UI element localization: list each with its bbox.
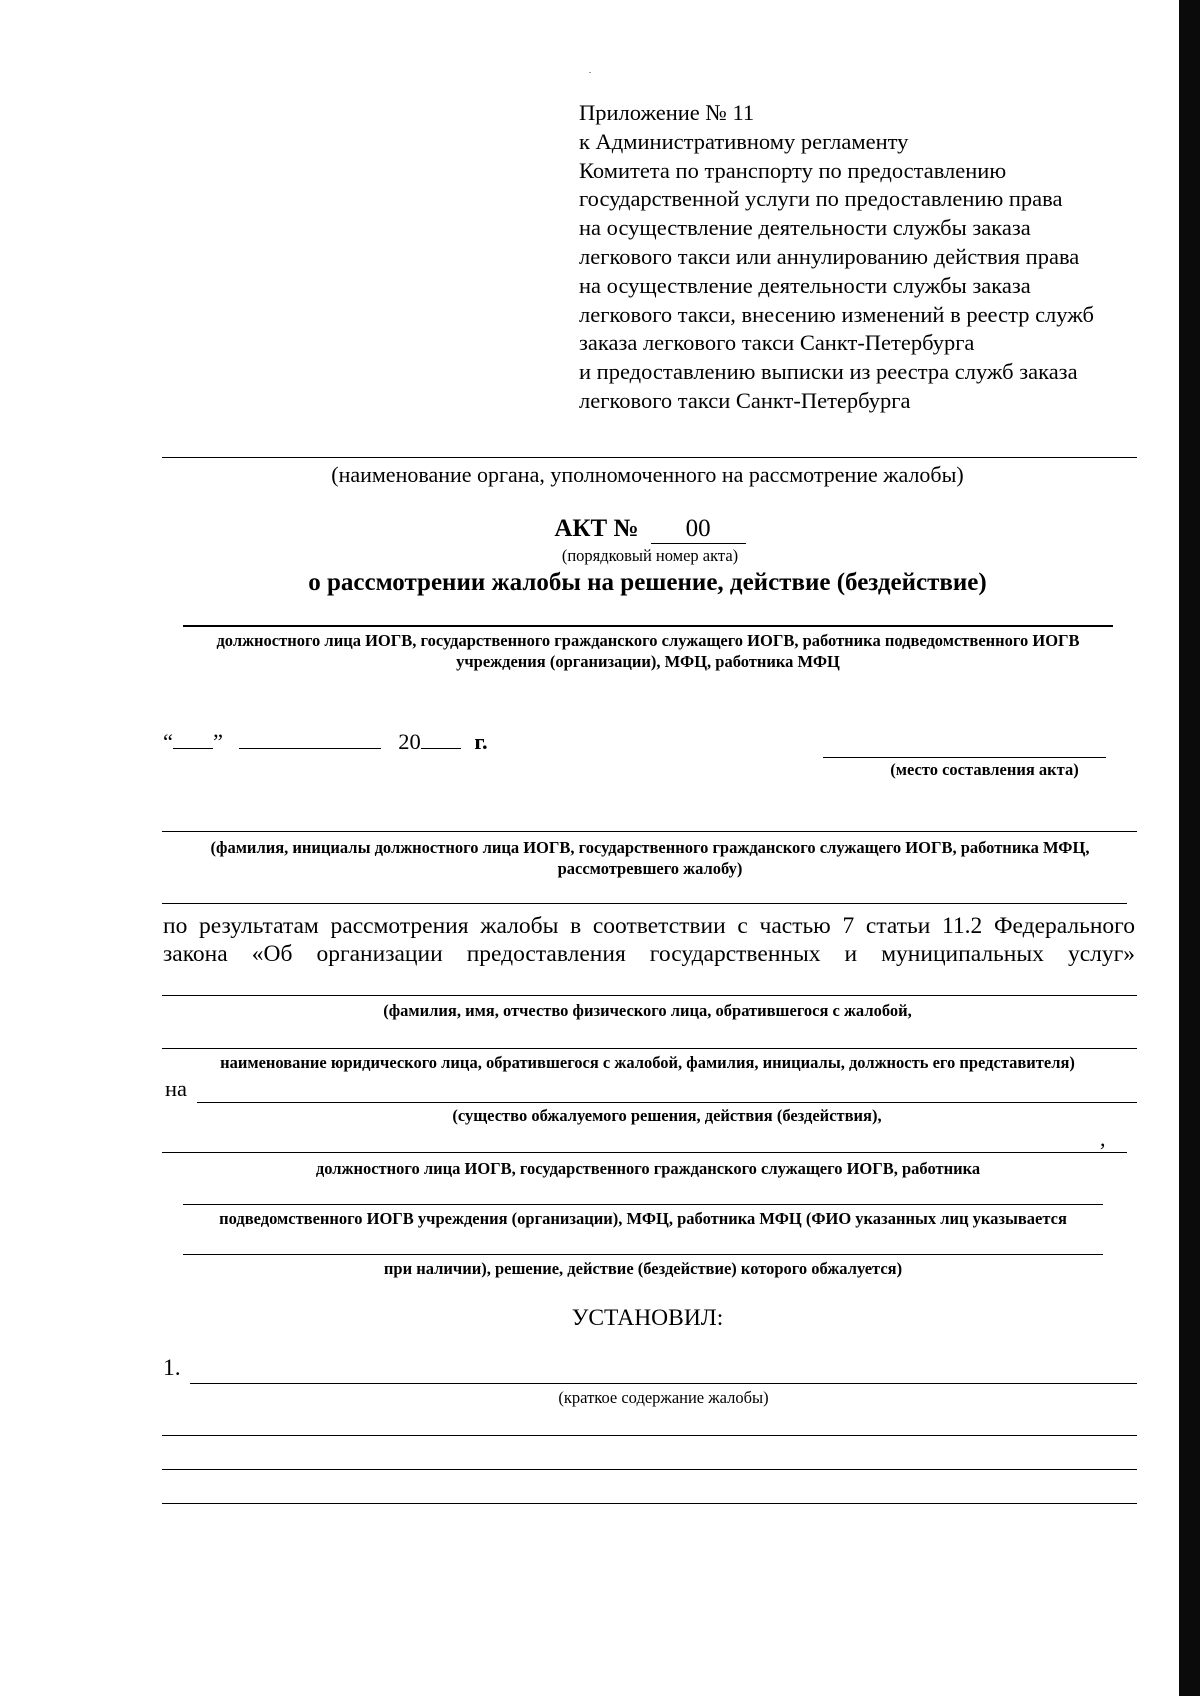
date-row [163,728,488,755]
reviewer-line [162,831,1137,832]
reviewer-caption: (фамилия, инициалы должностного лица ИОГВ, государственного гражданского служащего ИОГВ, работника МФЦ, рассмотревшего жалобу) [210,838,1090,878]
official-line [183,625,1113,627]
appendix-line: государственной услуги по предоставлению права [579,186,1063,212]
appendix-line: легкового такси Санкт-Петербурга [579,387,911,413]
act-label: АКТ № [554,515,639,542]
org-name-line [162,457,1137,458]
appendix-block [579,99,1139,416]
scan-edge-bar [1179,0,1200,1696]
official-caption: должностного лица ИОГВ, государственного гражданского служащего ИОГВ, работника подведомственного ИОГВ учреждения (организации), МФЦ, работника МФЦ [216,631,1080,671]
appendix-line: Комитета по транспорту по предоставлению [579,157,1007,183]
place-caption: (место составления акта) [890,760,1079,779]
summary-line [190,1383,1137,1384]
blank-line-3 [162,1503,1137,1504]
applicant-caption-2: наименование юридического лица, обратившегося с жалобой, фамилия, инициалы, должность его представителя) [220,1053,1075,1072]
subject-comma: , [1100,1126,1106,1151]
appendix-line: и предоставлению выписки из реестра служб заказа [579,359,1078,385]
act-number-caption: (порядковый номер акта) [561,546,739,565]
year-prefix: 20 [398,729,421,754]
appendix-line: легкового такси, внесению изменений в реестр служб [579,301,1094,327]
blank-line-1 [162,1435,1137,1436]
reviewer-line-2 [162,903,1127,904]
open-quote: “ [163,729,173,754]
appendix-line: заказа легкового такси Санкт-Петербурга [579,330,975,356]
subject-line-4 [183,1254,1103,1255]
item-number: 1. [163,1355,181,1381]
body-text: по результатам рассмотрения жалобы в соответствии с частью 7 статьи 11.2 Федерального закона «Об организации предоставления государственных и муниципальных услуг» [163,913,1135,967]
act-title: о рассмотрении жалобы на решение, действие (бездействие) [308,569,987,596]
appendix-line: легкового такси или аннулированию действия права [579,243,1080,269]
act-heading [300,515,1000,544]
subject-line [197,1102,1137,1103]
subject-caption-4: при наличии), решение, действие (бездействие) которого обжалуется) [383,1259,903,1278]
applicant-caption-1: (фамилия, имя, отчество физического лица, обратившегося с жалобой, [383,1001,912,1020]
subject-caption-2: должностного лица ИОГВ, государственного гражданского служащего ИОГВ, работника [315,1159,981,1178]
summary-caption: (краткое содержание жалобы) [558,1388,769,1407]
close-quote: ” [213,729,223,754]
ustanovil-heading: УСТАНОВИЛ: [571,1305,724,1331]
appendix-line: на осуществление деятельности службы заказа [579,215,1031,241]
applicant-line-2 [162,1048,1137,1049]
place-line [823,757,1106,758]
year-blank [421,728,461,749]
org-caption: (наименование органа, уполномоченного на рассмотрение жалобы) [331,462,964,487]
scan-speck [589,72,591,73]
appendix-line: Приложение № 11 [579,100,755,125]
subject-caption: (существо обжалуемого решения, действия (бездействия), [452,1106,882,1125]
act-number: 00 [651,515,746,544]
blank-line-2 [162,1469,1137,1470]
appendix-line: на осуществление деятельности службы заказа [579,272,1031,298]
subject-caption-3: подведомственного ИОГВ учреждения (организации), МФЦ, работника МФЦ (ФИО указанных лиц указывается [219,1209,1067,1228]
day-blank [173,728,213,749]
na-label: на [165,1076,188,1101]
subject-line-2 [162,1152,1127,1153]
month-blank [239,728,381,749]
subject-line-3 [183,1204,1103,1205]
applicant-line [162,995,1137,996]
appendix-line: к Административному регламенту [579,128,909,154]
year-suffix: г. [474,729,488,754]
